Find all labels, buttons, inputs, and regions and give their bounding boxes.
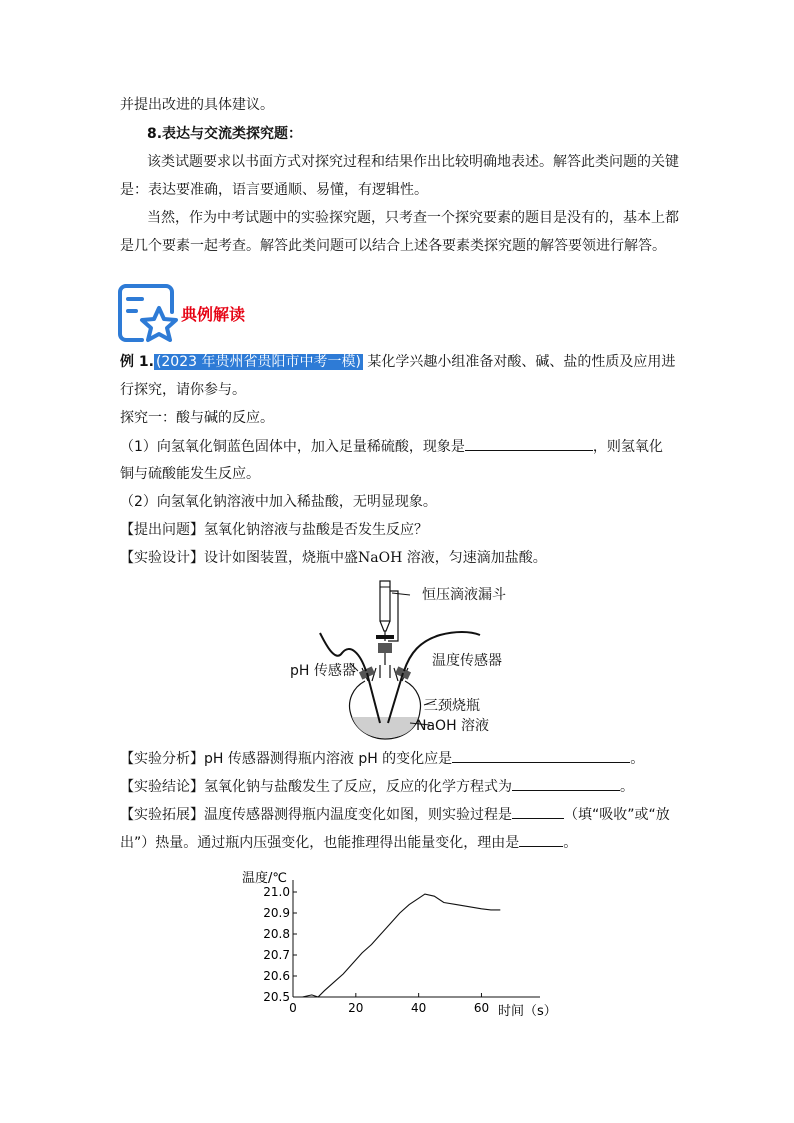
- x-tick-label: 0: [289, 1001, 297, 1015]
- answer-blank-2[interactable]: [452, 748, 630, 763]
- experiment-conclusion: [120, 776, 634, 797]
- y-tick-label: 20.9: [263, 906, 290, 920]
- naoh-solution: [352, 717, 418, 738]
- y-tick-label: 20.6: [263, 969, 290, 983]
- design-naoh: NaOH: [358, 550, 403, 566]
- intro-paragraph-2b: 是几个要素一起考查。解答此类问题可以结合上述各要素类探究题的解答要领进行解答。: [120, 238, 666, 254]
- extension-text-a-end: （填“吸收”或“放: [564, 807, 670, 823]
- stopper: [378, 643, 392, 653]
- experiment-extension-b: [120, 832, 577, 853]
- extension-text-b-end: 。: [563, 835, 578, 851]
- y-tick-label: 20.8: [263, 927, 290, 941]
- answer-blank-3[interactable]: [512, 776, 620, 791]
- chart-ylabel: 温度/℃: [242, 871, 287, 886]
- intro-paragraph-1b: 是：表达要准确，语言要通顺、易懂，有逻辑性。: [120, 182, 428, 198]
- question-1b: 铜与硫酸能发生反应。: [120, 466, 260, 482]
- example-label: 例 1.: [120, 354, 154, 370]
- design-text-b: 溶液，匀速滴加盐酸。: [406, 550, 547, 566]
- raise-question: 【提出问题】氢氧化钠溶液与盐酸是否发生反应？: [120, 522, 428, 538]
- question-1a-text: （1）向氢氧化铜蓝色固体中，加入足量稀硫酸，现象是: [120, 439, 465, 455]
- answer-blank-1[interactable]: [465, 436, 593, 451]
- answer-blank-4[interactable]: [512, 804, 564, 819]
- y-tick-label: 20.7: [263, 948, 290, 962]
- experiment-analysis: [120, 748, 644, 769]
- conclusion-text: 【实验结论】氢氧化钠与盐酸发生了反应，反应的化学方程式为: [120, 779, 512, 795]
- question-1a-end: ，则氢氧化: [592, 439, 663, 455]
- x-tick-label: 60: [473, 1001, 490, 1015]
- example-line-1-text: 某化学兴趣小组准备对酸、碱、盐的性质及应用进: [367, 354, 676, 370]
- label-solution: NaOH 溶液: [416, 718, 490, 734]
- section-title: 典例解读: [181, 305, 246, 324]
- question-2: （2）向氢氧化钠溶液中加入稀盐酸，无明显现象。: [120, 494, 437, 510]
- label-funnel: 恒压滴液漏斗: [422, 587, 506, 603]
- example-line-1: [120, 352, 675, 372]
- conclusion-end: 。: [620, 779, 634, 795]
- intro-line-1: 并提出改进的具体建议。: [120, 97, 274, 113]
- design-text-a: 【实验设计】设计如图装置，烧瓶中盛: [120, 550, 358, 566]
- answer-blank-5[interactable]: [519, 832, 563, 847]
- extension-text-b: 出”）热量。通过瓶内压强变化，也能推理得出能量变化，理由是: [120, 835, 520, 851]
- experiment-extension-a: [120, 804, 670, 825]
- analysis-end: 。: [630, 751, 645, 767]
- example-line-2: 行探究，请你参与。: [120, 382, 246, 398]
- section-heading-8: 8.表达与交流类探究题：: [147, 126, 303, 142]
- analysis-text: 【实验分析】pH 传感器测得瓶内溶液 pH 的变化应是: [120, 751, 453, 767]
- x-tick-label: 20: [348, 1001, 364, 1015]
- intro-paragraph-1a: 该类试题要求以书面方式对探究过程和结果作出比较明确地表述。解答此类问题的关键: [147, 154, 679, 170]
- stopcock: [376, 635, 394, 639]
- label-temp-sensor: 温度传感器: [432, 653, 502, 669]
- intro-paragraph-2a: 当然，作为中考试题中的实验探究题，只考查一个探究要素的题目是没有的，基本上都: [147, 210, 679, 226]
- question-1a: [120, 436, 663, 457]
- x-tick-label: 40: [411, 1001, 427, 1015]
- chart-xlabel: 时间（s）: [498, 1004, 557, 1019]
- y-tick-label: 21.0: [263, 885, 290, 899]
- experiment-design: [120, 548, 547, 568]
- label-flask: 三颈烧瓶: [424, 698, 480, 714]
- label-ph-sensor: pH 传感器: [290, 663, 356, 679]
- explore-one: 探究一：酸与碱的反应。: [120, 410, 274, 426]
- extension-text-a: 【实验拓展】温度传感器测得瓶内温度变化如图，则实验过程是: [120, 807, 512, 823]
- y-tick-label: 20.5: [263, 990, 290, 1004]
- temperature-chart: [230, 862, 570, 1032]
- example-source-link[interactable]: (2023 年贵州省贵阳市中考一模): [155, 354, 361, 370]
- temperature-series-line: [293, 894, 500, 997]
- star-document-icon: [118, 282, 180, 344]
